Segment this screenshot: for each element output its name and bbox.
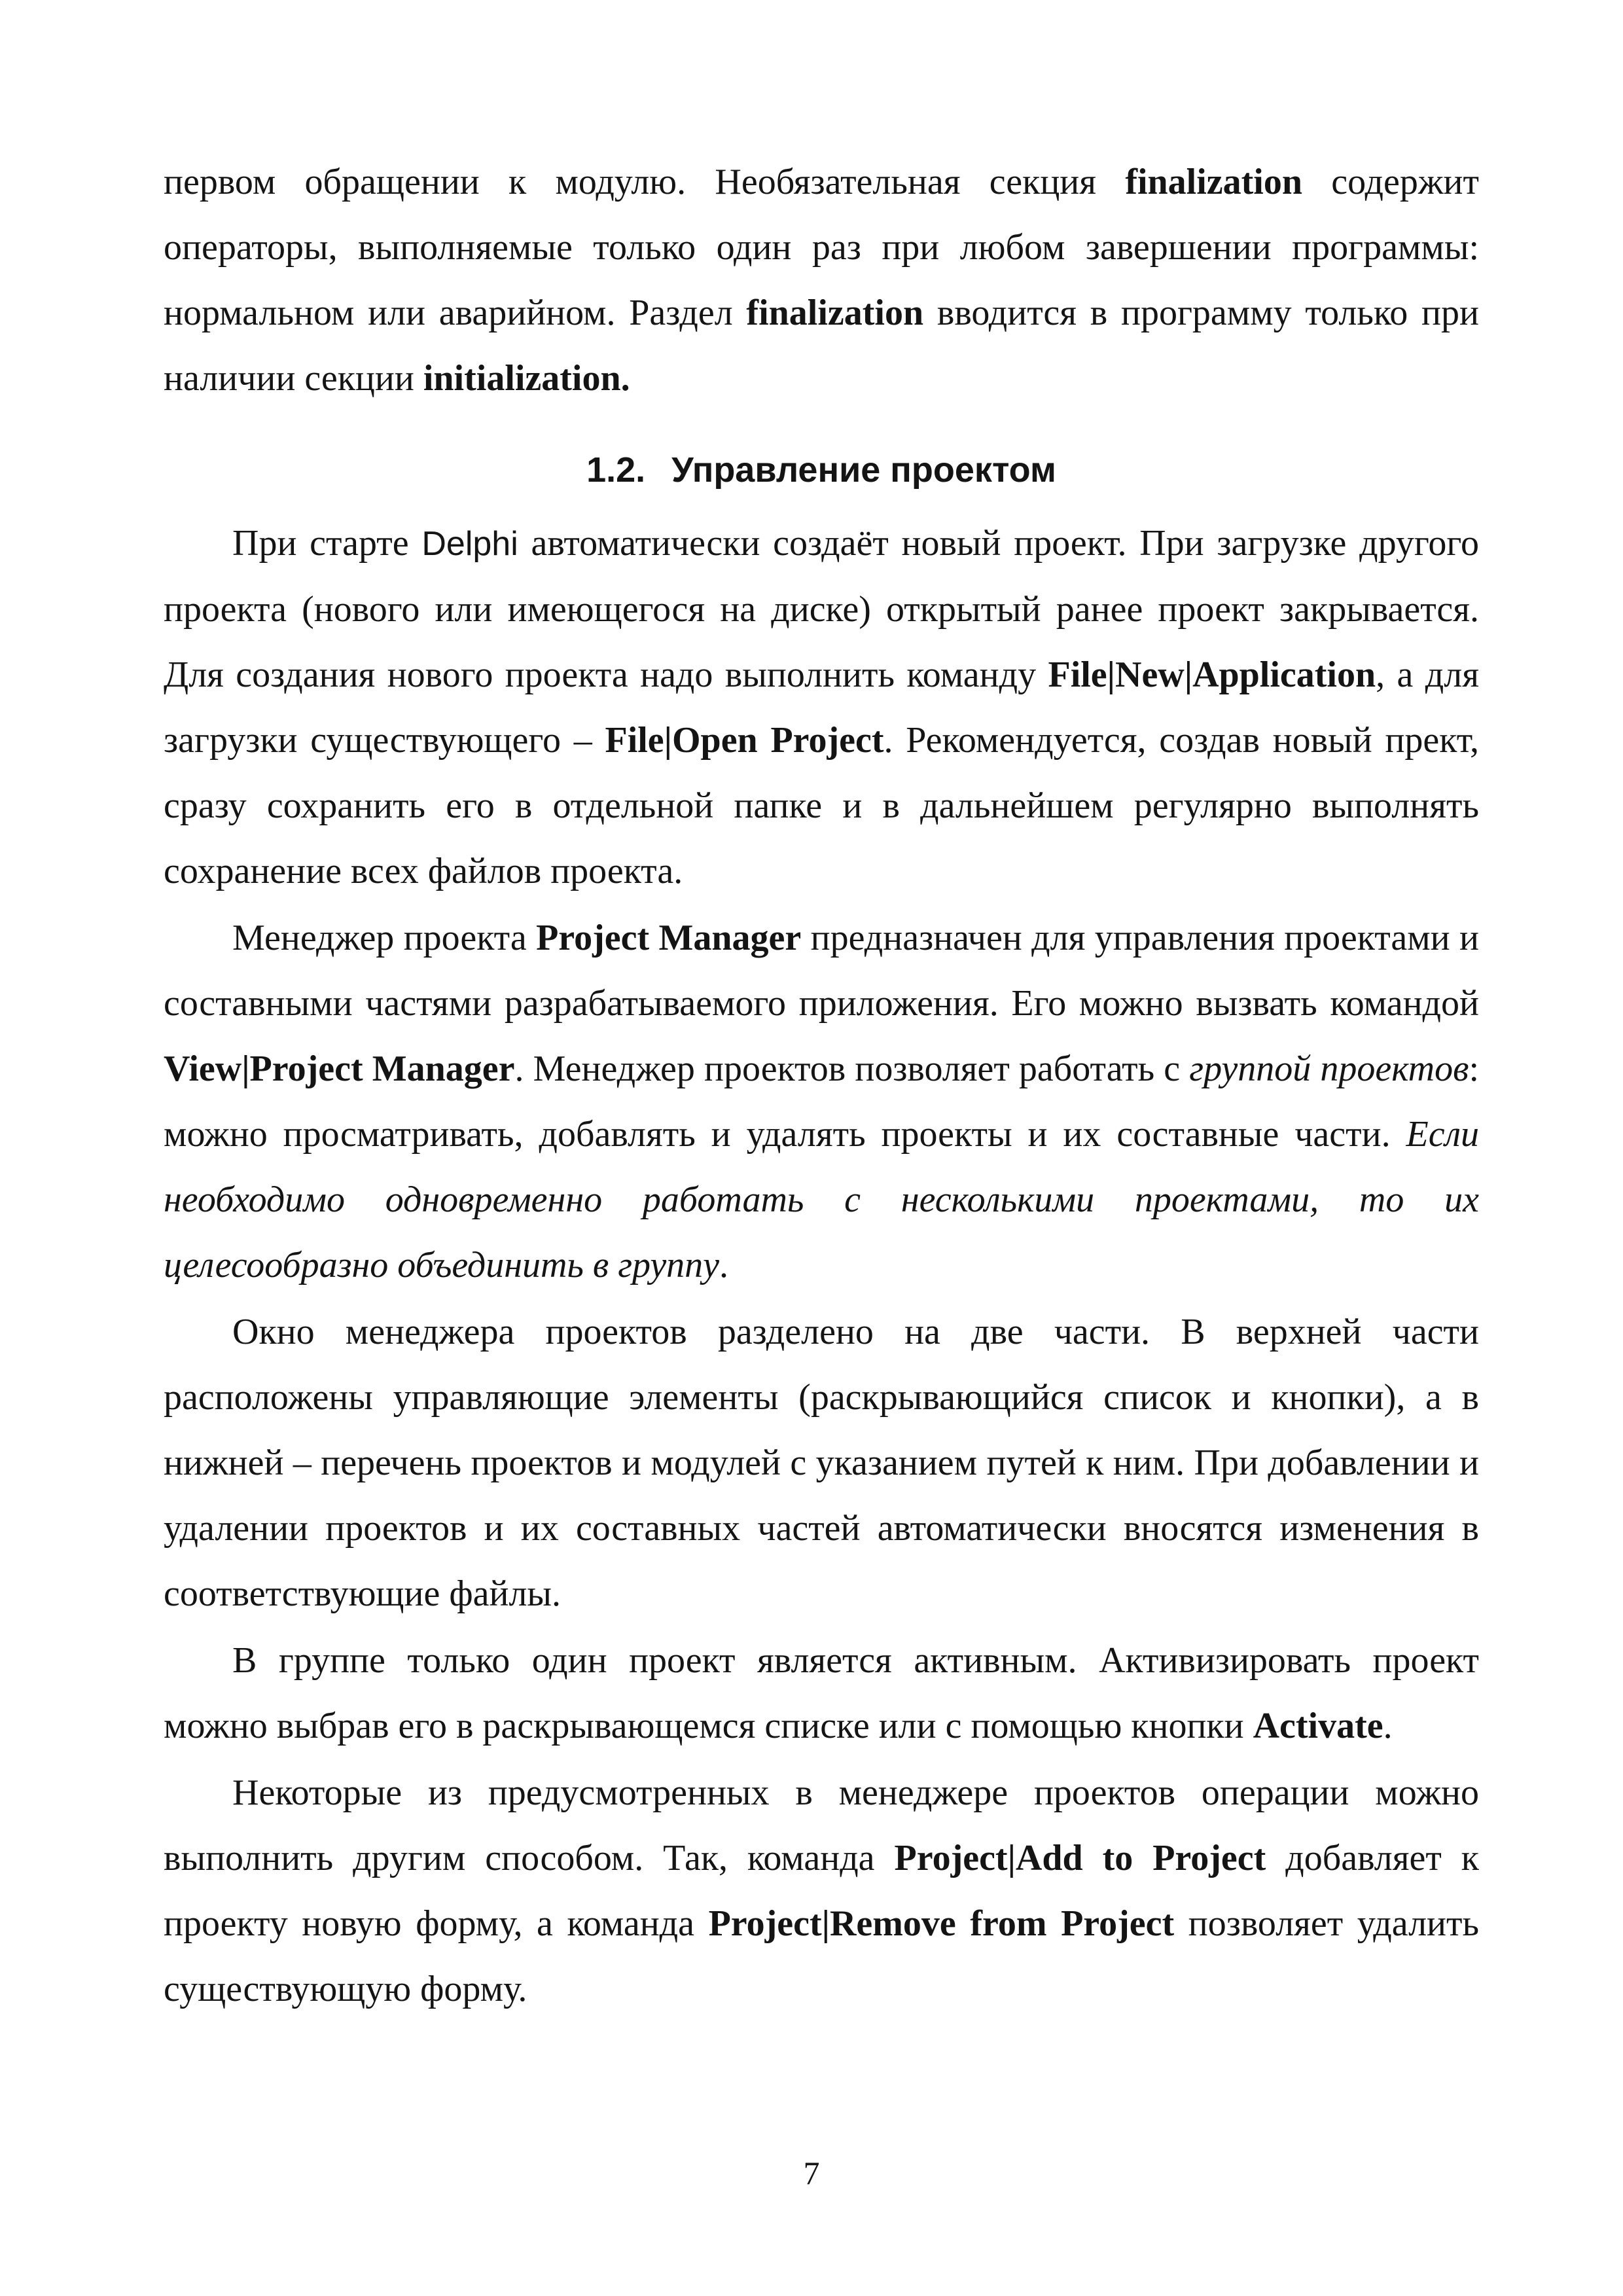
text-run: предназначен для управления проектами и составными частями разрабатываемого приложения. Его можно вызвать командой [164,918,1479,1024]
text-run: добавляет к проекту новую форму, а команда [164,1838,1480,1944]
text-run: первом обращении к модулю. Необязательная секция [164,162,1126,202]
paragraph-manager-window [164,1299,1479,1626]
text-run: содержит операторы, выполняемые только один раз при любом завершении программы: нормальном или аварийном. Раздел [164,162,1479,333]
text-run: При старте [232,523,422,564]
paragraph-project-manager [164,905,1479,1298]
text-run: В группе только один проект является активным. Активизировать проект можно выбрав его в раскрывающемся списке или с помощью кнопки [164,1640,1479,1746]
text-run: : можно просматривать, добавлять и удалять проекты и их составные части. [164,1049,1479,1155]
text-run: автоматически создаёт новый проект. При загрузке другого проекта (нового или имеющегося на диске) открытый ранее проект закрывается. Для создания нового проекта надо выполнить команду [164,523,1480,695]
keyword-initialization: initialization. [423,358,630,399]
keyword-finalization: finalization [746,293,924,333]
section-title: Управление проектом [671,450,1056,490]
text-run: Окно менеджера проектов разделено на две части. В верхней части расположены управляющие элементы (раскрывающийся список и кнопки), а в нижней – перечень проектов и модулей с указанием путей к ним. При добавлении и удалении проектов и их составных частей автоматически вносятся изменения в соответствующие файлы. [164,1312,1479,1614]
document-page [164,149,1479,2022]
keyword-finalization: finalization [1125,162,1302,202]
command-view-project-manager: View|Project Manager [164,1049,515,1089]
command-new-application: File|New|Application [1048,655,1376,695]
text-run: . Менеджер проектов позволяет работать с [514,1049,1190,1089]
text-run: . Рекомендуется, создав новый прект, сразу сохранить его в отдельной папке и в дальнейшем регулярно выполнять сохранение всех файлов проекта. [164,720,1480,891]
section-heading [164,450,1479,490]
text-run: позволяет удалить существующую форму. [164,1903,1479,2009]
term-project-group: группой проектов [1189,1049,1469,1089]
text-run: , а для загрузки существующего – [164,655,1479,761]
section-number: 1.2. [586,450,646,490]
paragraph-continuation [164,149,1479,411]
command-remove-from-project: Project|Remove from Project [708,1903,1175,1944]
term-project-manager: Project Manager [536,918,802,958]
paragraph-project-start [164,511,1479,904]
page-number: 7 [803,2155,820,2191]
product-name: Delphi [421,525,518,563]
emphasis-sentence: Если необходимо одновременно работать с несколькими проектами, то их целесообразно объединить в группу [164,1114,1479,1285]
command-open-project: File|Open Project [605,720,884,761]
button-name-activate: Activate [1253,1706,1383,1746]
command-add-to-project: Project|Add to Project [894,1838,1266,1878]
text-run: Некоторые из предусмотренных в менеджере проектов операции можно выполнить другим способом. Так, команда [164,1772,1479,1878]
text-run: вводится в программу только при наличии секции [164,293,1479,399]
text-run: Менеджер проекта [232,918,537,958]
text-run: . [1383,1706,1393,1746]
paragraph-other-operations [164,1760,1479,2022]
paragraph-active-project [164,1628,1479,1759]
text-run: . [719,1245,729,1285]
